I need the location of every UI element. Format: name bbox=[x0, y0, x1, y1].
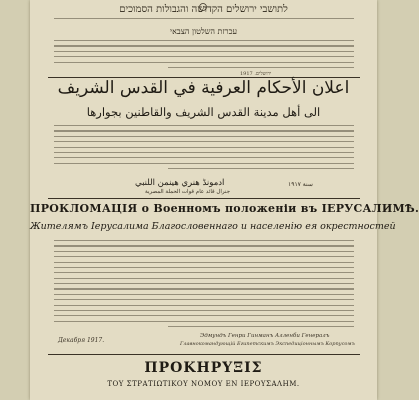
hebrew-header: לתושבי ירושלים הקדושה והגבולות הסמוכים bbox=[119, 4, 288, 15]
hebrew-dateline: ירושלים. 1917 bbox=[240, 71, 272, 77]
hebrew-subheader: עכרזת השלטון הצבאי bbox=[169, 27, 238, 36]
russian-signature-title: Главнокомандующій Египетскимъ Экспедиціоннымъ Корпусомъ bbox=[180, 341, 355, 347]
russian-title: ПРОКЛОМАЦІЯ о Военномъ положеніи въ ІЕРУСАЛИМѢ. bbox=[30, 202, 419, 215]
arabic-date: سنة ١٩١٧ bbox=[288, 181, 313, 188]
arabic-body-text bbox=[54, 125, 354, 173]
russian-subtitle: Жителямъ Іерусалима Благословеннаго и населенію ея окрестностей bbox=[30, 221, 396, 232]
greek-title: ΠΡΟΚΗΡΥΞΙΣ bbox=[144, 360, 263, 376]
russian-body-text bbox=[54, 240, 354, 331]
russian-signature: Эдмундъ Генри Гинманъ Алленби Генералъ bbox=[200, 333, 330, 339]
arabic-subtitle: الى أهل مدينة القدس الشريف والقاطنين بجوارها bbox=[86, 105, 321, 119]
hebrew-body-text bbox=[54, 18, 354, 23]
arabic-signature: ادمونڈ هنري هينمن اللنبي bbox=[135, 178, 225, 188]
section-divider bbox=[48, 354, 360, 355]
section-divider bbox=[48, 198, 360, 199]
hebrew-body-text-2 bbox=[54, 40, 354, 72]
proclamation-poster bbox=[30, 0, 419, 400]
arabic-signature-title: جنرال قائد عام قوات الحملة المصرية bbox=[145, 189, 230, 195]
greek-subtitle: ΤΟΥ ΣΤΡΑΤΙΩΤΙΚΟΥ ΝΟΜΟΥ ΕΝ ΙΕΡΟΥΣΑΛΗΜ. bbox=[107, 380, 300, 388]
arabic-title: اعلان الأحكام العرفية في القدس الشريف bbox=[57, 78, 350, 98]
russian-date: Декабря 1917. bbox=[58, 337, 105, 344]
